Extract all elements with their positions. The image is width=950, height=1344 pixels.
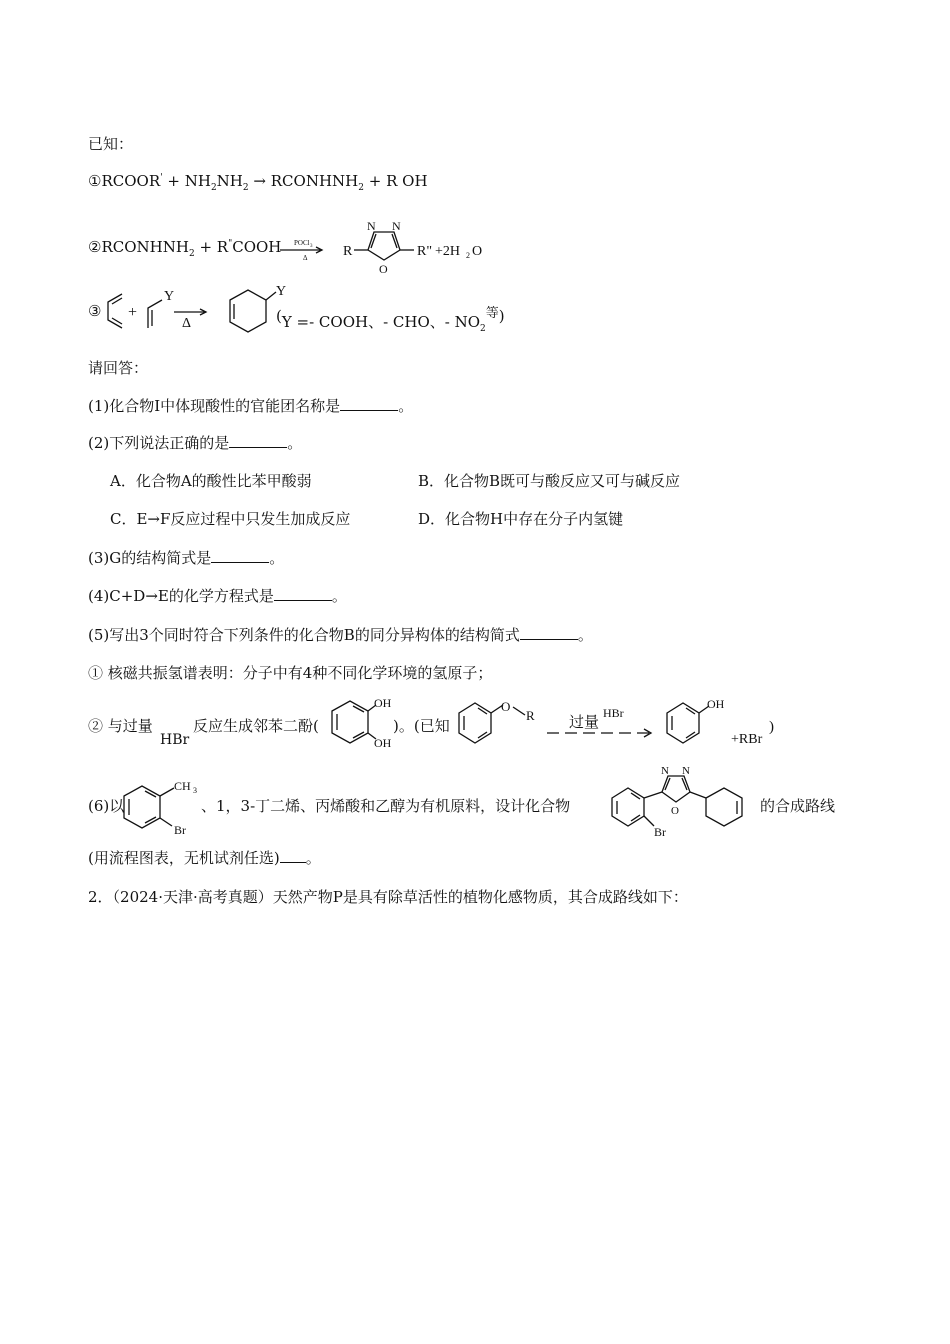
svg-text:N: N [661,765,669,777]
question-6-prefix: (6)以 [88,797,125,815]
svg-text:Br: Br [174,823,186,837]
ether-cleavage-scheme [455,697,795,757]
svg-text:): ) [769,719,774,735]
svg-text:O: O [501,699,511,714]
condition-label: Δ [303,254,308,262]
svg-text:OH: OH [707,697,725,711]
answer-blank-2[interactable] [229,433,287,448]
question-6-text: 、1，3-丁二烯、丙烯酸和乙醇为有机原料，设计化合物 [201,797,571,815]
rbr-label: +RBr [731,732,763,747]
intro-text: 请回答： [88,359,149,377]
substituent-R: R [343,244,353,259]
answer-blank-4[interactable] [274,586,332,601]
reagent-label: POCl [294,239,310,247]
problem-2-stem: 2．（2024·天津·高考真题）天然产物P是具有除草活性的植物化感物质，其合成路线如下： [88,888,688,906]
condition-2-prefix: ② 与过量 [88,717,153,735]
question-5: (5)写出3个同时符合下列条件的化合物B的同分异构体的结构简式 。 [88,626,593,644]
answer-blank-6[interactable] [280,848,306,863]
option-c[interactable]: C．E→F反应过程中只发生加成反应 [110,510,351,528]
answer-blank-5[interactable] [520,625,578,640]
question-6-suffix: 的合成路线 [760,797,836,815]
question-2: (2)下列说法正确的是 。 [88,434,303,452]
svg-text:N: N [392,219,401,233]
svg-text:N: N [367,219,376,233]
catechol-structure [322,697,402,757]
svg-text:Y: Y [276,284,287,299]
plus-sign: + [128,304,138,321]
svg-text:3: 3 [310,244,313,249]
svg-text:O: O [671,805,679,817]
reaction-1-number: ① [88,172,102,190]
reaction-3-number: ③ [88,302,102,320]
answer-blank-3[interactable] [211,548,269,563]
option-b[interactable]: B．化合物B既可与酸反应又可与碱反应 [418,472,681,490]
question-3: (3)G的结构简式是 。 [88,549,285,567]
svg-text:HBr: HBr [603,706,624,720]
condition-2-text: 反应生成邻苯二酚( [193,717,319,735]
svg-text:OH: OH [374,736,392,750]
svg-text:O: O [472,244,483,259]
svg-text:CH: CH [174,779,191,793]
question-4: (4)C+D→E的化学方程式是 。 [88,587,347,605]
known-prefix: )。(已知 [393,717,450,735]
oxadiazole-product-structure [280,212,510,292]
heat-condition: Δ [182,316,192,331]
condition-1: ① 核磁共振氢谱表明：分子中有4种不同化学环境的氢原子； [88,664,493,682]
svg-text:OH: OH [374,696,392,710]
known-label: 已知： [88,135,134,153]
substituent-R2: R" [417,244,433,259]
bromotoluene-structure [118,779,208,842]
reaction-2-number: ② [88,238,102,256]
reaction-1-reactant: RCOOR [101,172,161,190]
reaction-1: ①RCOOR' + $NH_2NH_2$ → $RCONHNH_2 + R$ OH [88,172,428,193]
svg-text:3: 3 [193,786,197,795]
svg-text:Y: Y [164,289,175,304]
svg-text:N: N [682,765,690,777]
reaction-arrow: → [253,172,266,190]
excess-label: 过量 [569,715,600,731]
hbr-label: HBr [160,732,190,748]
svg-text:2: 2 [466,251,470,260]
substituent-note: (Y =- COOH、- CHO、- $NO_2$等) [276,306,505,334]
answer-blank-1[interactable] [340,396,398,411]
target-compound-structure [606,764,766,844]
svg-text:Br: Br [654,825,666,839]
option-d[interactable]: D．化合物H中存在分子内氢键 [418,510,624,528]
option-a[interactable]: A．化合物A的酸性比苯甲酸弱 [110,472,312,490]
svg-text:+2H: +2H [435,244,461,259]
reaction-2: $②RCONHNH_2$ + R"COOH [88,238,282,259]
svg-text:R: R [526,708,535,723]
svg-text:O: O [379,262,388,276]
question-1: (1)化合物Ⅰ中体现酸性的官能团名称是 。 [88,397,414,415]
question-6-line2: (用流程图表，无机试剂任选) 。 [88,849,321,867]
